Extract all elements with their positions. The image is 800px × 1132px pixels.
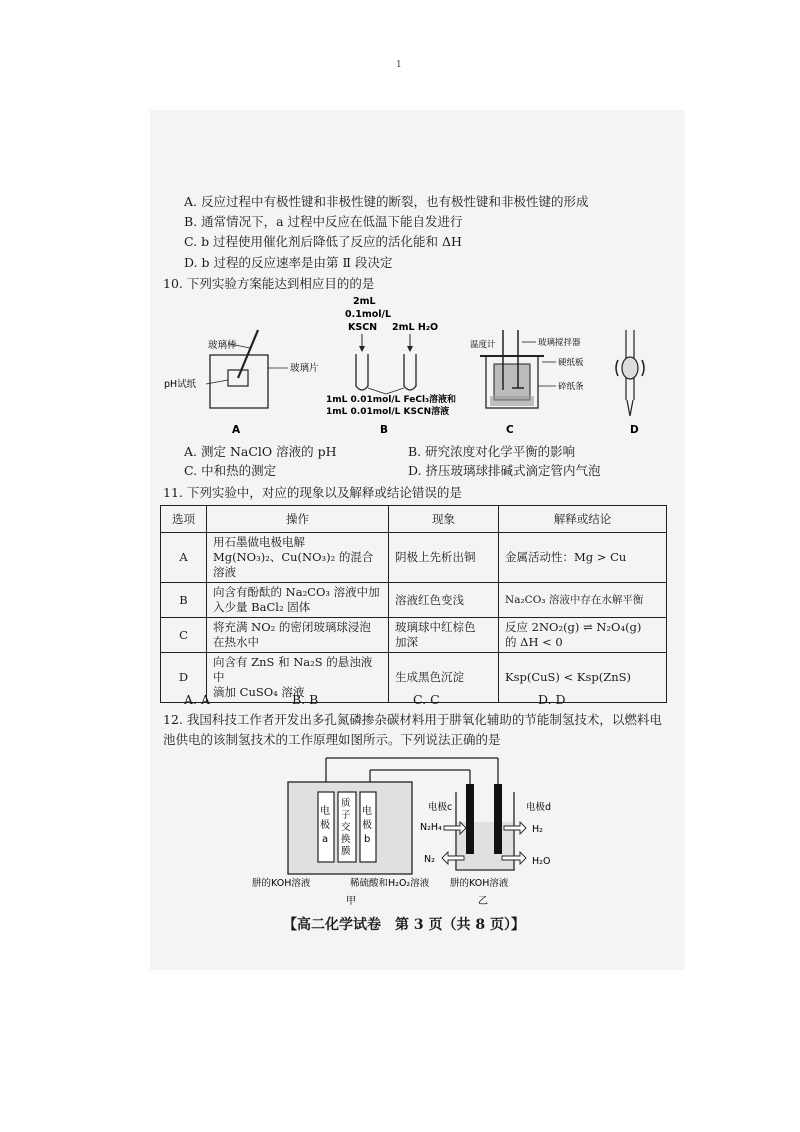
- label-yi-solution: 肼的KOH溶液: [450, 878, 509, 889]
- row-phenomenon: [389, 618, 499, 653]
- row-conclusion: [499, 583, 667, 618]
- row-conclusion: [499, 653, 667, 703]
- label-electrode-a-3: a: [322, 834, 329, 845]
- label-electrode-b-1: 电: [362, 806, 372, 817]
- conc-line2: 的 ΔH < 0: [505, 635, 563, 649]
- label-rod: 玻璃棒: [208, 340, 237, 351]
- label-b-bottom2: 1mL 0.01mol/L KSCN溶液: [326, 407, 450, 417]
- row-option: A: [161, 533, 207, 583]
- q10-stem: 10. 下列实验方案能达到相应目的的是: [163, 276, 375, 291]
- label-thermometer: 温度计: [470, 340, 496, 350]
- header-option: 选项: [161, 506, 207, 533]
- label-b-reagent1-name: KSCN: [348, 322, 378, 333]
- q12-stem-line1: 12. 我国科技工作者开发出多孔氮磷掺杂碳材料用于肼氧化辅助的节能制氢技术，以燃料电: [163, 712, 662, 727]
- q9-option-d: D. b 过程的反应速率是由第 Ⅱ 段决定: [184, 255, 393, 270]
- label-electrode-d: 电极d: [526, 802, 552, 813]
- q11-option-b: B. B: [292, 692, 319, 707]
- label-slide: 玻璃片: [290, 363, 319, 374]
- row-conclusion: [499, 618, 667, 653]
- label-membrane-4: 换: [341, 834, 351, 845]
- phen-line1: 阴极上先析出铜: [395, 550, 476, 564]
- label-b-reagent1-conc: 0.1mol/L: [345, 309, 392, 320]
- label-b-reagent2: 2mL H₂O: [392, 322, 439, 333]
- table-header-row: [161, 506, 667, 533]
- label-electrode-b-2: 极: [362, 820, 372, 831]
- figure-a-ph-test: [164, 330, 319, 436]
- label-left-solution: 肼的KOH溶液: [252, 878, 311, 889]
- row-option: D: [161, 653, 207, 703]
- label-board: 硬纸板: [558, 358, 584, 368]
- conc-line1: 反应 2NO₂(g) ⇌ N₂O₄(g): [505, 620, 642, 634]
- q9-option-b: B. 通常情况下，a 过程中反应在低温下能自发进行: [184, 214, 463, 229]
- row-operation: [207, 583, 389, 618]
- q11-table: [160, 505, 667, 703]
- phen-line1: 生成黑色沉淀: [395, 670, 464, 684]
- label-fig-d: D: [630, 424, 639, 436]
- op-line2: Mg(NO₃)₂、Cu(NO₃)₂ 的混合溶液: [213, 550, 374, 579]
- label-electrode-a-1: 电: [320, 806, 330, 817]
- page-number: 1: [396, 60, 402, 70]
- cell-yi: [420, 784, 551, 907]
- op-line2: 在热水中: [213, 635, 259, 649]
- op-line2: 滴加 CuSO₄ 溶液: [213, 685, 305, 699]
- conc-line1: Ksp(CuS) < Ksp(ZnS): [505, 670, 631, 684]
- q10-option-a: A. 测定 NaClO 溶液的 pH: [184, 444, 337, 459]
- label-cell-jia: 甲: [346, 896, 356, 907]
- label-membrane-3: 交: [341, 822, 351, 833]
- page-footer: 【高二化学试卷 第 3 页（共 8 页）】: [283, 917, 525, 933]
- label-membrane-1: 质: [341, 798, 351, 809]
- conc-line1: Na₂CO₃ 溶液中存在水解平衡: [505, 593, 644, 606]
- q11-option-a: A. A: [184, 692, 211, 707]
- header-phenomenon: 现象: [389, 506, 499, 533]
- test-tube-1: [356, 354, 368, 390]
- label-b-bottom1: 1mL 0.01mol/L FeCl₃溶液和: [326, 395, 457, 405]
- q9-option-c: C. b 过程使用催化剂后降低了反应的活化能和 ΔH: [184, 234, 462, 249]
- table-row: [161, 618, 667, 653]
- phen-line1: 溶液红色变浅: [395, 592, 464, 607]
- label-h2: H₂: [532, 824, 543, 835]
- label-electrode-b-3: b: [364, 834, 371, 845]
- label-membrane-2: 子: [341, 810, 351, 821]
- row-option: B: [161, 583, 207, 618]
- cell-jia: [252, 782, 430, 907]
- label-electrode-a-2: 极: [320, 820, 330, 831]
- row-conclusion: [499, 533, 667, 583]
- q10-option-b: B. 研究浓度对化学平衡的影响: [408, 444, 576, 459]
- label-ph-paper: pH试纸: [164, 379, 197, 390]
- q9-option-a: A. 反应过程中有极性键和非极性键的断裂，也有极性键和非极性键的形成: [184, 194, 589, 209]
- phen-line2: 加深: [395, 635, 418, 649]
- label-membrane-5: 膜: [341, 846, 351, 857]
- figure-c-calorimeter: [470, 330, 584, 436]
- q11-stem: 11. 下列实验中，对应的现象以及解释或结论错误的是: [163, 485, 462, 500]
- label-n2: N₂: [424, 854, 435, 865]
- op-line1: 将充满 NO₂ 的密闭玻璃球浸泡: [213, 620, 371, 634]
- op-line1: 用石墨做电极电解: [213, 535, 305, 549]
- row-operation: [207, 618, 389, 653]
- label-electrode-c: 电极c: [428, 802, 453, 813]
- label-h2o: H₂O: [532, 856, 551, 867]
- label-fig-c: C: [506, 424, 514, 436]
- table-row: [161, 583, 667, 618]
- q11-option-d: D. D: [538, 692, 566, 707]
- header-conclusion: 解释或结论: [499, 506, 667, 533]
- label-fig-b: B: [380, 424, 389, 436]
- row-operation: [207, 533, 389, 583]
- q12-stem-line2: 池供电的该制氢技术的工作原理如图所示。下列说法正确的是: [163, 732, 501, 747]
- q11-option-c: C. C: [413, 692, 440, 707]
- label-cell-yi: 乙: [478, 896, 488, 907]
- figure-b-equilibrium: [326, 296, 456, 436]
- conc-line1: 金属活动性：Mg > Cu: [505, 550, 627, 564]
- electrode-d: [494, 784, 502, 854]
- figure-d-burette: [616, 330, 644, 436]
- label-stirrer: 玻璃搅拌器: [538, 338, 581, 348]
- q10-figures: [160, 290, 660, 440]
- header-operation: 操作: [207, 506, 389, 533]
- row-phenomenon: [389, 533, 499, 583]
- electrode-c: [466, 784, 474, 854]
- label-n2h4: N₂H₄: [420, 822, 442, 833]
- q10-option-d: D. 挤压玻璃球排碱式滴定管内气泡: [408, 463, 601, 478]
- op-line1: 向含有 ZnS 和 Na₂S 的悬浊液中: [213, 655, 373, 684]
- test-tube-2: [404, 354, 416, 390]
- q10-option-c: C. 中和热的测定: [184, 463, 277, 478]
- label-fig-a: A: [232, 424, 241, 436]
- label-right-solution: 稀硫酸和H₂O₂溶液: [350, 878, 430, 889]
- op-line1: 向含有酚酞的 Na₂CO₃ 溶液中加: [213, 585, 380, 599]
- q12-diagram: [240, 752, 580, 912]
- phen-line1: 玻璃球中红棕色: [395, 620, 476, 634]
- row-option: C: [161, 618, 207, 653]
- label-scraps: 碎纸条: [558, 382, 584, 392]
- row-phenomenon: [389, 583, 499, 618]
- table-row: [161, 533, 667, 583]
- row-phenomenon: [389, 653, 499, 703]
- label-b-reagent1-volume: 2mL: [353, 296, 376, 307]
- op-line2: 入少量 BaCl₂ 固体: [213, 600, 311, 614]
